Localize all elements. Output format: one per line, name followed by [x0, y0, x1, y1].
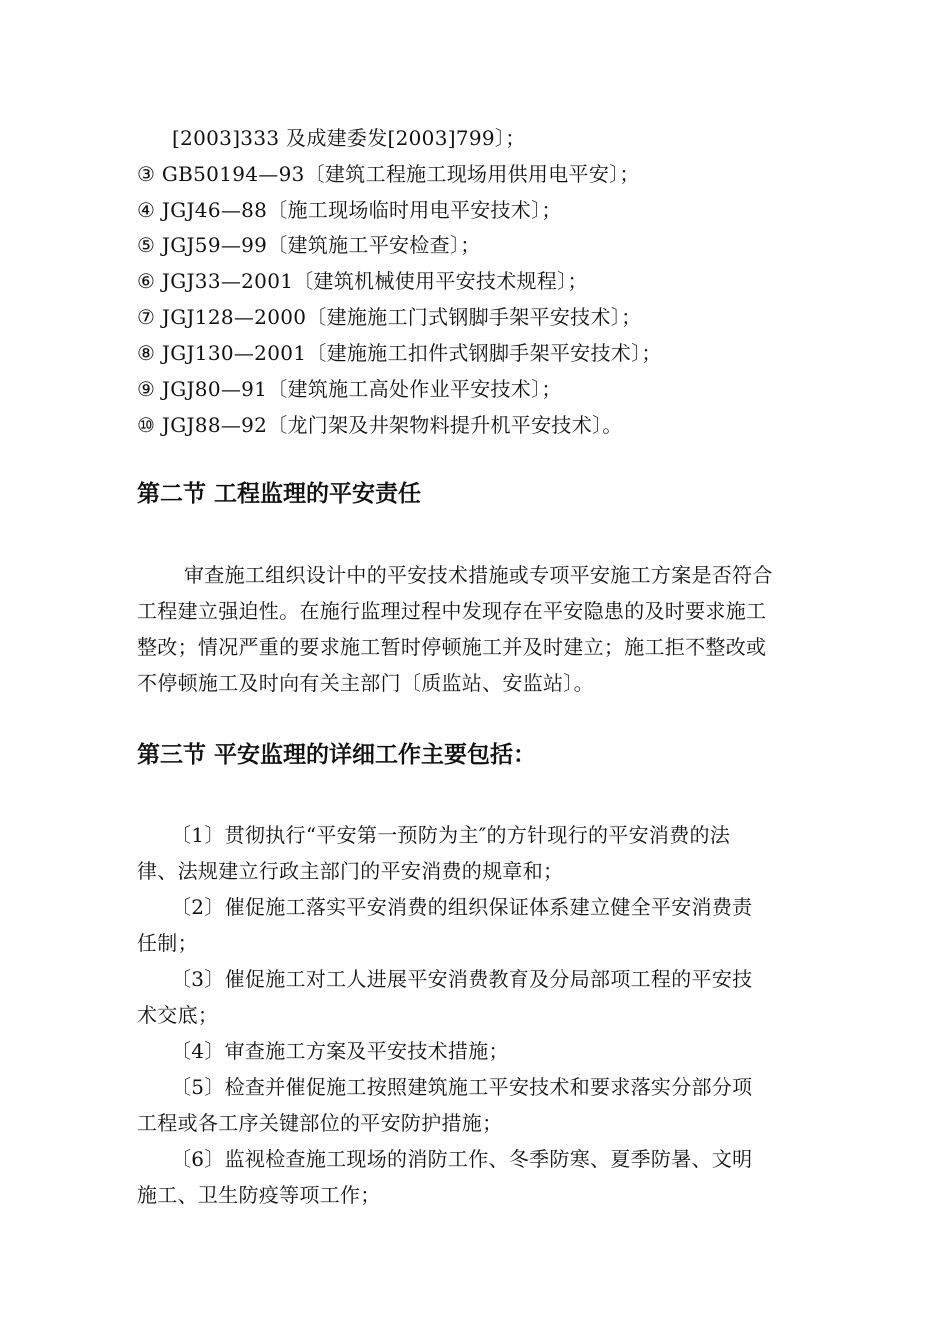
reference-item: ③ GB50194—93〔建筑工程施工现场用供用电平安〕； [137, 162, 640, 186]
section-2-paragraph [137, 557, 837, 701]
paragraph-line: 整改；情况严重的要求施工暂时停顿施工并及时建立；施工拒不整改或 [137, 635, 767, 659]
reference-item: ⑤ JGJ59—99〔建筑施工平安检查〕； [137, 233, 481, 257]
paragraph-line: 工程建立强迫性。在施行监理过程中发现存在平安隐患的及时要求施工 [137, 599, 767, 623]
list-item-line: 〔1〕贯彻执行“平安第一预防为主″的方针现行的平安消费的法 [171, 823, 731, 847]
list-item-line: 术交底； [137, 1003, 219, 1027]
section-3-list [137, 817, 837, 1213]
list-item-line: 〔6〕监视检查施工现场的消防工作、冬季防寒、夏季防暑、文明 [171, 1147, 753, 1171]
paragraph-line: 不停顿施工及时向有关主部门〔质监站、安监站〕。 [137, 671, 594, 695]
list-item-line: 〔4〕审查施工方案及平安技术措施； [171, 1039, 509, 1063]
list-item-line: 律、法规建立行政主部门的平安消费的规章和； [137, 859, 564, 883]
list-item-line: 〔2〕催促施工落实平安消费的组织保证体系建立健全平安消费责 [171, 895, 753, 919]
reference-item: ⑦ JGJ128—2000〔建施施工门式钢脚手架平安技术〕； [137, 305, 642, 329]
list-item-line: 施工、卫生防疫等项工作； [137, 1183, 381, 1207]
list-item-line: 工程或各工序关键部位的平安防护措施； [137, 1111, 503, 1135]
paragraph-line: 审查施工组织设计中的平安技术措施或专项平安施工方案是否符合 [184, 563, 773, 587]
reference-item: ⑧ JGJ130—2001〔建施施工扣件式钢脚手架平安技术〕； [137, 341, 662, 365]
reference-continuation: [2003]333 及成建委发[2003]799〕； [172, 126, 526, 150]
reference-item: ⑨ JGJ80—91〔建筑施工高处作业平安技术〕； [137, 377, 562, 401]
section-heading-2: 第二节 工程监理的平安责任 [137, 481, 422, 507]
reference-item: ④ JGJ46—88〔施工现场临时用电平安技术〕； [137, 198, 562, 222]
list-item-line: 〔3〕催促施工对工人进展平安消费教育及分局部项工程的平安技 [171, 967, 753, 991]
section-heading-3: 第三节 平安监理的详细工作主要包括： [137, 742, 537, 768]
reference-item: ⑩ JGJ88—92〔龙门架及井架物料提升机平安技术〕。 [137, 413, 623, 437]
reference-item: ⑥ JGJ33—2001〔建筑机械使用平安技术规程〕； [137, 269, 588, 293]
list-item-line: 任制； [137, 931, 198, 955]
list-item-line: 〔5〕检查并催促施工按照建筑施工平安技术和要求落实分部分项 [171, 1075, 753, 1099]
